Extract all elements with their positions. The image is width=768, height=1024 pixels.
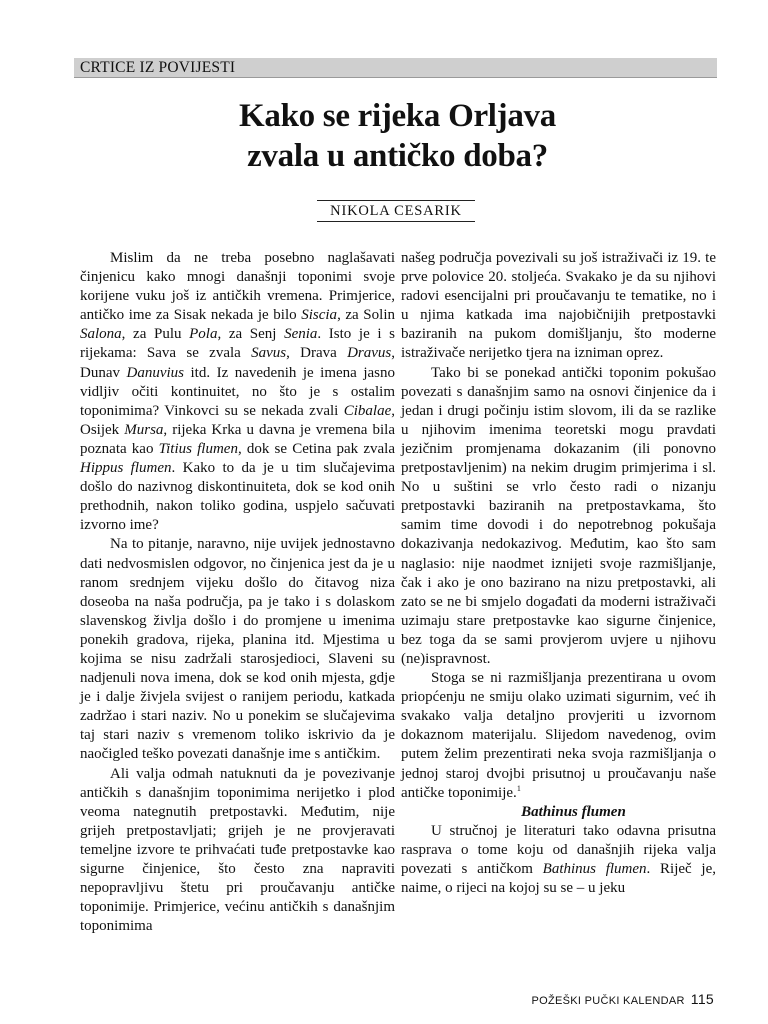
italic-term: Cibalae (343, 402, 392, 419)
text-run: , za Pulu (121, 326, 190, 343)
publication-name: POŽEŠKI PUČKI KALENDAR (531, 995, 685, 1007)
title-line-1: Kako se rijeka Orljava (239, 98, 556, 134)
section-label: CRTICE IZ POVIJESTI (80, 59, 236, 76)
text-run: Mislim da ne treba posebno naglašavati činjenicu kako mnogi današnji toponimi svoje korijene vuku još iz antičkih vremena. Primjerice, antičko ime za Sisak nekada je bilo (80, 250, 395, 324)
paragraph: Ali valja odmah natuknuti da je povezivanje antičkih s današnjim toponimima nerijetko i plod veoma nategnutih pretpostavki. Međutim, nije grijeh pretpostavljati; grijeh je ne provjeravati temeljne izvore te prihvaćati tuđe pretpostavke kao sigurne činjenice, što često zna napraviti nepopravljivu štetu pri proučavanju antičke toponimije. Primjerice, većinu antičkih s današnjim toponimima (80, 765, 395, 935)
page-number: 115 (690, 991, 714, 1007)
section-header-bar (74, 58, 717, 78)
paragraph: Tako bi se ponekad antički toponim pokušao povezati s današnjim samo na osnovi činjenice da i jedan i drugi počinju istim slovom, ili da se razlike u njihovim imenima teoretski mogu pravdati jezičnim promjenama dokazanim (ili ponovno pretpostavljenim) na nekim drugim primjerima i sl. No u suštini se vrlo često radi o nizanju pretpostavki baziranih na pretpostavkama, što samim time dovodi i do nepotrebnog pokušaja dokazivanja nedokazivog. Međutim, kao što sam naglasio: nije naodmet iznijeti svoje razmišljanje, čak i ako je ono bazirano na nizu pretpostavki, ali zato se ne bi smjelo događati da moderni istraživači uzimaju stare pretpostavke kao sigurne činjenice, bez toga da se sami provjerom uvjere u njihovu (ne)ispravnost. (401, 364, 716, 667)
text-run: , Osijek (80, 402, 395, 438)
italic-term: Savus (251, 345, 287, 362)
paragraph: našeg područja povezivali su još istraživači iz 19. te prve polovice 20. stoljeća. Svakako je da su njihovi radovi esencijalni pri proučavanju te tematike, no i u njima katkada ima najobičnijih pretpostavki baziranih na pukom domišljanju, što moderne istraživače nerijetko tjera na izniman oprez. (401, 250, 716, 362)
subheading: Bathinus flumen (521, 803, 626, 820)
author-name: NIKOLA CESARIK (317, 200, 475, 222)
text-run: Stoga se ni razmišljanja prezentirana u ovom priopćenju ne smiju olako uzimati sigurnim, već ih svakako valja detaljno provjeriti u izvornom dokaznom materijalu. Slijedom navedenog, ovim putem želim prezentirati neka svoja razmišljanja o jednoj staroj dvojbi prisutnoj u proučavanju naše antičke toponimije. (401, 670, 716, 801)
text-run: , za Senj (217, 326, 285, 343)
paragraph (80, 249, 395, 535)
text-run: . Riječ je, naime, o rijeci na kojoj su se – u jeku (401, 860, 716, 896)
text-run: . Kako to da je u tim slučajevima došlo do nazivnog diskontinuiteta, dok se kod onih prethodnih, nakon toliko godina, uspjelo sačuvati izvorno ime? (80, 460, 395, 534)
text-run: . Isto je i s rijekama: Sava se zvala (80, 326, 395, 362)
left-column (80, 249, 395, 936)
article-title (150, 96, 645, 176)
italic-term: Mursa (124, 421, 164, 438)
text-run: U stručnoj je literaturi tako odavna prisutna rasprava o tome koju od današnjih rijeka valja povezati s antičkom (401, 822, 716, 877)
title-line-2: zvala u antičko doba? (247, 138, 548, 174)
text-run: , dok se Cetina pak zvala (237, 440, 395, 457)
italic-term: Siscia (301, 307, 338, 324)
paragraph: Na to pitanje, naravno, nije uvijek jednostavno dati nedvosmislen odgovor, no činjenica jest da je u ranom srednjem vijeku došlo do čitavog niza doseoba na naša područja, pa je tako i s dolaskom slavenskog življa došlo i do promjene u imenima ponekih gradova, rijeka, planina itd. Mjestima u kojima se nisu zadržali starosjedioci, Slaveni su nadjenuli nova imena, dok se kod onih mjesta, gdje je i dalje živjela svijest o ranijem periodu, katkada zadržao i stari naziv. No u ponekim se slučajevima taj stari naziv s vremenom toliko iskrivio da je naočigled teško povezati današnje ime s antičkim. (80, 536, 395, 763)
italic-term: Bathinus flumen (542, 860, 647, 877)
italic-term: Dravus (347, 345, 392, 362)
paragraph (401, 669, 716, 803)
text-run: itd. Iz navedenih je imena jasno vidljiv očiti kontinuitet, no što je s ostalim toponimima? Vinkovci su se nekada zvali (80, 364, 395, 419)
footnote-marker: 1 (516, 783, 521, 793)
paragraph (401, 822, 716, 898)
italic-term: Salona (80, 326, 122, 343)
text-run: , rijeka Krka u davna je vremena bila poznata kao (80, 421, 395, 457)
italic-term: Pola (189, 326, 218, 343)
italic-term: Senia (284, 326, 318, 343)
page-footer (531, 990, 714, 1010)
text-run: , za Solin (337, 307, 395, 324)
italic-term: Titius flumen (158, 440, 238, 457)
italic-term: Hippus flumen (80, 460, 172, 477)
text-run: , Dunav (80, 345, 395, 381)
right-column (401, 249, 716, 898)
italic-term: Danuvius (126, 364, 184, 381)
text-run: , Drava (286, 345, 348, 362)
